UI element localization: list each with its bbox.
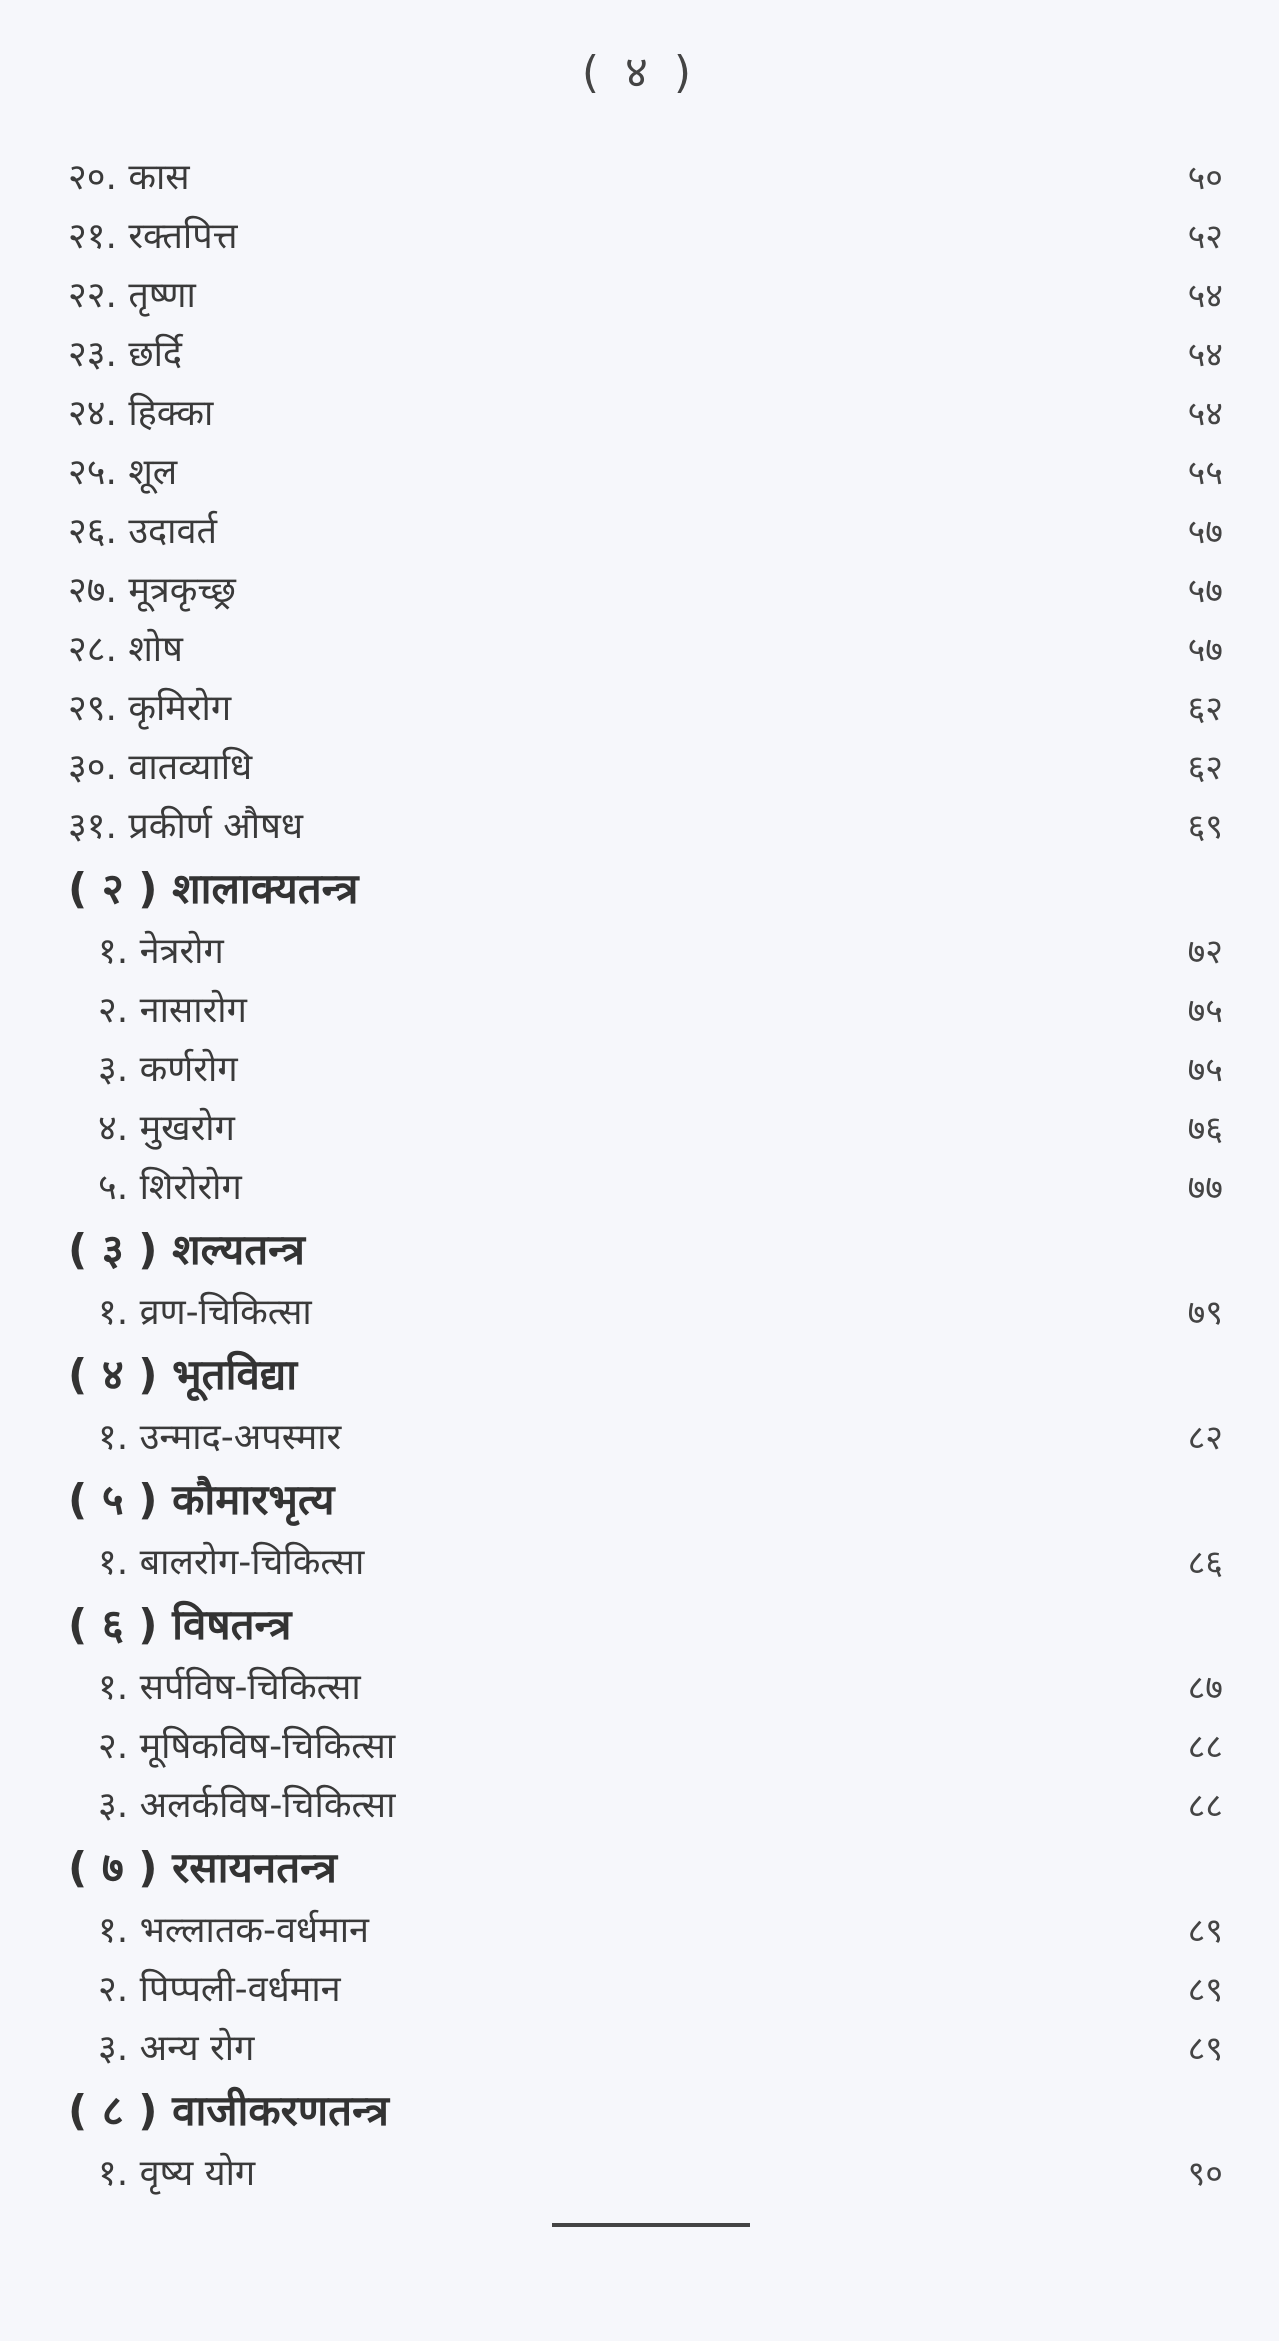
toc-entry xyxy=(68,1099,1223,1158)
toc-entry xyxy=(68,1901,1223,1960)
toc-entry-page: ५४ xyxy=(1187,335,1223,375)
toc-entry xyxy=(68,922,1223,981)
toc-section-heading: ( २ ) शालाक्यतन्त्र xyxy=(68,864,359,913)
toc-entry xyxy=(68,1408,1223,1467)
toc-entry-label: ५. शिरोरोग xyxy=(98,1167,242,1208)
toc-entry xyxy=(68,1533,1223,1592)
table-of-contents xyxy=(68,148,1223,2203)
toc-entry xyxy=(68,679,1223,738)
toc-entry-page: ५२ xyxy=(1187,217,1223,257)
toc-entry-page: ७९ xyxy=(1187,1293,1223,1333)
toc-entry-label: १. नेत्ररोग xyxy=(98,931,224,972)
toc-section-heading: ( ८ ) वाजीकरणतन्त्र xyxy=(68,2086,389,2135)
toc-entry-page: ५४ xyxy=(1187,394,1223,434)
toc-entry xyxy=(68,2144,1223,2203)
toc-entry-page: ६२ xyxy=(1187,689,1223,729)
toc-entry-label: २३. छर्दि xyxy=(68,334,183,375)
toc-entry-label: २५. शूल xyxy=(68,452,178,493)
toc-entry-label: १. व्रण-चिकित्सा xyxy=(98,1292,312,1333)
toc-section-heading: ( ५ ) कौमारभृत्य xyxy=(68,1475,335,1524)
toc-entry-page: ८८ xyxy=(1187,1786,1223,1826)
toc-entry-label: १. वृष्य योग xyxy=(98,2153,256,2194)
toc-entry-label: २. नासारोग xyxy=(98,990,247,1031)
toc-entry xyxy=(68,2019,1223,2078)
toc-entry xyxy=(68,1776,1223,1835)
page-number: ( ४ ) xyxy=(581,47,698,98)
toc-entry xyxy=(68,148,1223,207)
toc-entry-page: ७७ xyxy=(1187,1168,1223,1208)
toc-entry-page: ९० xyxy=(1187,2154,1223,2194)
toc-entry-page: ७२ xyxy=(1187,932,1223,972)
toc-entry-label: २. पिप्पली-वर्धमान xyxy=(98,1969,341,2010)
toc-entry xyxy=(68,981,1223,1040)
toc-entry xyxy=(68,1717,1223,1776)
toc-entry-label: २१. रक्तपित्त xyxy=(68,216,238,257)
toc-entry-page: ६९ xyxy=(1187,807,1223,847)
toc-entry-page: ६२ xyxy=(1187,748,1223,788)
toc-entry-page: ७५ xyxy=(1187,991,1223,1031)
toc-entry-label: १. बालरोग-चिकित्सा xyxy=(98,1542,365,1583)
toc-entry-page: ७५ xyxy=(1187,1050,1223,1090)
toc-entry xyxy=(68,1960,1223,2019)
toc-entry-label: २९. कृमिरोग xyxy=(68,688,232,729)
toc-entry xyxy=(68,620,1223,679)
toc-entry xyxy=(68,443,1223,502)
toc-entry xyxy=(68,1158,1223,1217)
toc-entry-label: ३. अलर्कविष-चिकित्सा xyxy=(98,1785,396,1826)
toc-entry-label: ३. अन्य रोग xyxy=(98,2028,255,2069)
toc-entry xyxy=(68,1658,1223,1717)
toc-entry-page: ८९ xyxy=(1187,1970,1223,2010)
toc-section-heading: ( ६ ) विषतन्त्र xyxy=(68,1600,292,1649)
toc-entry xyxy=(68,1040,1223,1099)
toc-entry-label: २४. हिक्का xyxy=(68,393,214,434)
toc-entry-page: ८२ xyxy=(1187,1418,1223,1458)
toc-section-heading: ( ७ ) रसायनतन्त्र xyxy=(68,1843,337,1892)
toc-entry-label: ३०. वातव्याधि xyxy=(68,747,253,788)
toc-entry-page: ५५ xyxy=(1187,453,1223,493)
toc-entry-page: ८७ xyxy=(1187,1668,1223,1708)
toc-entry-page: ७६ xyxy=(1187,1109,1223,1149)
toc-entry-page: ५७ xyxy=(1187,630,1223,670)
toc-entry-label: २०. कास xyxy=(68,157,190,198)
toc-entry-label: १. भल्लातक-वर्धमान xyxy=(98,1910,370,1951)
toc-entry-page: ८८ xyxy=(1187,1727,1223,1767)
toc-entry xyxy=(68,797,1223,856)
toc-entry-page: ५७ xyxy=(1187,571,1223,611)
toc-entry-label: २८. शोष xyxy=(68,629,183,670)
toc-section-heading: ( ४ ) भूतविद्या xyxy=(68,1350,298,1399)
toc-entry-page: ५७ xyxy=(1187,512,1223,552)
toc-entry-page: ८६ xyxy=(1187,1543,1223,1583)
toc-entry xyxy=(68,502,1223,561)
toc-entry-page: ५० xyxy=(1187,158,1223,198)
toc-entry xyxy=(68,1283,1223,1342)
toc-entry-label: २६. उदावर्त xyxy=(68,511,218,552)
toc-entry-label: ४. मुखरोग xyxy=(98,1108,235,1149)
toc-entry-label: ३१. प्रकीर्ण औषध xyxy=(68,806,304,847)
end-rule xyxy=(552,2223,750,2227)
toc-entry xyxy=(68,325,1223,384)
toc-entry xyxy=(68,384,1223,443)
toc-entry xyxy=(68,738,1223,797)
toc-entry-page: ८९ xyxy=(1187,1911,1223,1951)
toc-entry-label: २७. मूत्रकृच्छ्र xyxy=(68,570,236,611)
toc-entry xyxy=(68,266,1223,325)
toc-entry-label: २२. तृष्णा xyxy=(68,275,196,316)
toc-entry-label: २. मूषिकविष-चिकित्सा xyxy=(98,1726,396,1767)
toc-entry xyxy=(68,207,1223,266)
toc-entry-page: ५४ xyxy=(1187,276,1223,316)
toc-entry-label: १. उन्माद-अपस्मार xyxy=(98,1417,342,1458)
toc-section-heading: ( ३ ) शल्यतन्त्र xyxy=(68,1225,305,1274)
toc-entry-page: ८९ xyxy=(1187,2029,1223,2069)
toc-entry-label: ३. कर्णरोग xyxy=(98,1049,238,1090)
toc-entry-label: १. सर्पविष-चिकित्सा xyxy=(98,1667,361,1708)
toc-entry xyxy=(68,561,1223,620)
